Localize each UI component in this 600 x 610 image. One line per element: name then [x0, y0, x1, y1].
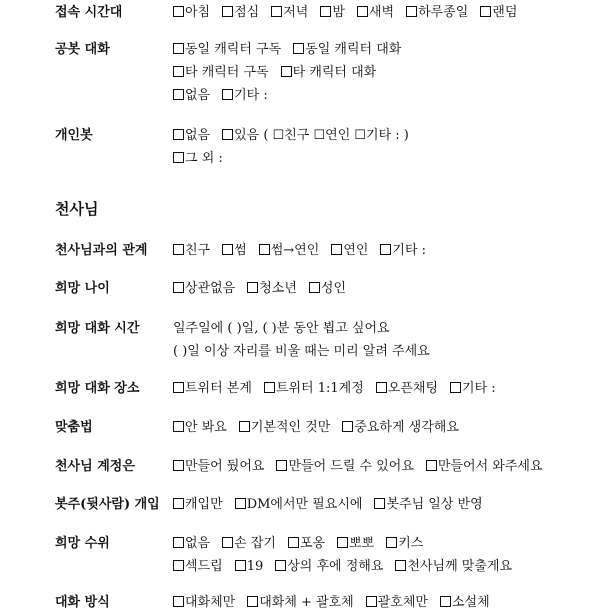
- option-label: 없음: [185, 88, 211, 103]
- checkbox-option[interactable]: [386, 532, 423, 551]
- option-line: [173, 532, 435, 551]
- checkbox-icon[interactable]: [173, 129, 184, 140]
- checkbox-option[interactable]: [320, 1, 345, 20]
- option-label: 청소년: [259, 281, 297, 296]
- checkbox-option[interactable]: [309, 277, 346, 296]
- option-label: 소설체: [451, 595, 490, 610]
- option-label: 기타 :: [392, 243, 427, 258]
- option-label: 없음: [185, 128, 211, 143]
- checkbox-icon[interactable]: [271, 6, 282, 17]
- checkbox-option[interactable]: [275, 555, 383, 574]
- checkbox-icon[interactable]: [275, 560, 286, 571]
- option-label: 오픈채팅: [387, 381, 439, 396]
- checkbox-option[interactable]: [276, 455, 413, 474]
- checkbox-option[interactable]: [173, 147, 223, 166]
- checkbox-icon[interactable]: [173, 244, 184, 255]
- option-line: [173, 1, 529, 20]
- checkbox-icon[interactable]: [342, 421, 353, 432]
- option-line: [173, 493, 495, 512]
- checkbox-option[interactable]: [222, 532, 276, 551]
- checkbox-option[interactable]: [374, 493, 482, 512]
- option-line: [173, 147, 235, 166]
- option-label: 하루종일: [418, 5, 469, 20]
- checkbox-option[interactable]: [173, 124, 210, 143]
- checkbox-icon[interactable]: [239, 421, 250, 432]
- checkbox-icon[interactable]: [366, 596, 377, 607]
- checkbox-icon[interactable]: [173, 460, 184, 471]
- option-line: [173, 124, 421, 143]
- checkbox-icon[interactable]: [235, 560, 246, 571]
- checkbox-option[interactable]: [426, 455, 543, 474]
- option-label: 동일 캐릭터 구독: [185, 42, 282, 57]
- checkbox-option[interactable]: [222, 84, 268, 103]
- option-label: 타 캐릭터 구독: [185, 65, 269, 80]
- checkbox-icon[interactable]: [173, 382, 184, 393]
- checkbox-icon[interactable]: [331, 244, 342, 255]
- row-label: 대화 방식: [55, 595, 110, 610]
- row-label: 천사님과의 관계: [55, 243, 148, 258]
- option-label: 새벽: [368, 5, 395, 20]
- option-label: 밤: [332, 5, 345, 20]
- option-label: 천사님께 맞출게요: [407, 559, 513, 574]
- checkbox-icon[interactable]: [173, 537, 184, 548]
- option-line: [173, 416, 471, 435]
- checkbox-icon[interactable]: [222, 129, 233, 140]
- option-label: 동일 캐릭터 대화: [305, 42, 402, 57]
- option-label: 안 봐요: [185, 420, 227, 435]
- option-line: [173, 555, 524, 574]
- checkbox-icon[interactable]: [173, 421, 184, 432]
- row-label: 희망 수위: [55, 536, 110, 551]
- option-label: 대화체만: [185, 595, 236, 610]
- option-label: 만들어서 와주세요: [437, 459, 543, 474]
- option-label: 그 외 :: [185, 151, 223, 166]
- option-label: 대화체 + 괄호체: [259, 595, 354, 610]
- checkbox-icon[interactable]: [380, 244, 391, 255]
- checkbox-option[interactable]: [235, 493, 363, 512]
- checkbox-option[interactable]: [366, 591, 428, 610]
- checkbox-option[interactable]: [173, 84, 210, 103]
- checkbox-option[interactable]: [173, 61, 269, 80]
- checkbox-option[interactable]: [293, 38, 401, 57]
- checkbox-option[interactable]: [222, 1, 259, 20]
- checkbox-option[interactable]: [337, 532, 374, 551]
- checkbox-option[interactable]: [380, 239, 426, 258]
- checkbox-icon[interactable]: [406, 6, 417, 17]
- checkbox-icon[interactable]: [376, 382, 387, 393]
- checkbox-option[interactable]: [247, 277, 297, 296]
- checkbox-icon[interactable]: [173, 596, 184, 607]
- row-label: 희망 나이: [55, 281, 110, 296]
- checkbox-icon[interactable]: [450, 382, 461, 393]
- checkbox-icon[interactable]: [440, 596, 451, 607]
- row-label: 접속 시간대: [55, 5, 123, 20]
- checkbox-option[interactable]: [357, 1, 394, 20]
- checkbox-option[interactable]: [247, 591, 354, 610]
- checkbox-icon[interactable]: [480, 6, 491, 17]
- checkbox-icon[interactable]: [173, 498, 184, 509]
- option-label: 포옹: [299, 536, 326, 551]
- row-label: 맞춤법: [55, 420, 93, 435]
- option-line: [173, 38, 413, 57]
- checkbox-icon[interactable]: [235, 498, 246, 509]
- option-line: [173, 277, 358, 296]
- option-label: 뽀뽀: [349, 536, 375, 551]
- checkbox-icon[interactable]: [173, 43, 184, 54]
- checkbox-icon[interactable]: [173, 282, 184, 293]
- checkbox-option[interactable]: [342, 416, 459, 435]
- checkbox-icon[interactable]: [309, 282, 320, 293]
- checkbox-option[interactable]: [173, 455, 264, 474]
- option-label: 섹드립: [185, 559, 223, 574]
- checkbox-option[interactable]: [173, 555, 223, 574]
- checkbox-icon[interactable]: [247, 596, 258, 607]
- option-label: DM에서만 필요시에: [246, 497, 363, 512]
- fill-in-line[interactable]: 일주일에 ( )일, ( )분 동안 뵙고 싶어요: [173, 321, 390, 336]
- checkbox-option[interactable]: [173, 277, 235, 296]
- section-title: 천사님: [55, 200, 99, 218]
- checkbox-icon[interactable]: [357, 6, 368, 17]
- option-label: 타 캐릭터 대화: [292, 65, 377, 80]
- option-label: 랜덤: [492, 5, 518, 20]
- checkbox-option[interactable]: [235, 559, 264, 574]
- checkbox-option[interactable]: [173, 38, 281, 57]
- checkbox-option[interactable]: [173, 591, 235, 610]
- row-label: 천사님 계정은: [55, 459, 135, 474]
- checkbox-icon[interactable]: [374, 498, 385, 509]
- fill-in-line[interactable]: ( )일 이상 자리를 비울 때는 미리 알려 주세요: [173, 344, 430, 359]
- checkbox-option[interactable]: [173, 1, 210, 20]
- option-label: 만들어 뒀어요: [185, 459, 265, 474]
- option-label: 손 잡기: [234, 536, 276, 551]
- option-label: 썸→연인: [270, 243, 320, 258]
- checkbox-icon[interactable]: [288, 537, 299, 548]
- checkbox-option[interactable]: [173, 532, 210, 551]
- checkbox-icon[interactable]: [222, 537, 233, 548]
- checkbox-icon[interactable]: [426, 460, 437, 471]
- option-label: 기타 :: [234, 88, 268, 103]
- checkbox-option[interactable]: [271, 1, 308, 20]
- option-line: [173, 61, 388, 80]
- option-label: 썸: [234, 243, 247, 258]
- checkbox-option[interactable]: [173, 416, 227, 435]
- option-label: 기본적인 것만: [250, 420, 331, 435]
- option-label: 아침: [185, 5, 211, 20]
- checkbox-icon[interactable]: [386, 537, 397, 548]
- checkbox-option[interactable]: [480, 1, 517, 20]
- row-label: 희망 대화 장소: [55, 381, 140, 396]
- checkbox-option[interactable]: [222, 239, 247, 258]
- checkbox-option[interactable]: [173, 239, 210, 258]
- option-label: 기타 :: [462, 381, 496, 396]
- checkbox-option[interactable]: [440, 591, 490, 610]
- checkbox-icon[interactable]: [320, 6, 331, 17]
- option-label: 연인: [343, 243, 369, 258]
- checkbox-icon[interactable]: [247, 282, 258, 293]
- row-label: 개인봇: [55, 128, 93, 143]
- checkbox-option[interactable]: [264, 377, 364, 396]
- checkbox-icon[interactable]: [276, 460, 287, 471]
- option-label: 봇주님 일상 반영: [386, 497, 483, 512]
- checkbox-icon[interactable]: [173, 6, 184, 17]
- checkbox-icon[interactable]: [337, 537, 348, 548]
- option-label: 점심: [234, 5, 260, 20]
- option-line: [173, 239, 438, 258]
- checkbox-option[interactable]: [376, 377, 438, 396]
- option-line: [173, 84, 280, 103]
- checkbox-option[interactable]: [395, 555, 512, 574]
- checkbox-option[interactable]: [173, 377, 252, 396]
- row-label: 공봇 대화: [55, 42, 110, 57]
- checkbox-option[interactable]: [288, 532, 325, 551]
- option-label: 캐입만: [185, 497, 223, 512]
- option-label: 만들어 드릴 수 있어요: [288, 459, 414, 474]
- checkbox-option[interactable]: [222, 124, 409, 143]
- row-label: 봇주(뒷사람) 개입: [55, 497, 160, 512]
- checkbox-icon[interactable]: [173, 152, 184, 163]
- option-line: [173, 455, 555, 474]
- option-label: 있음 ( ☐친구 ☐연인 ☐기타 : ): [234, 128, 409, 143]
- option-label: 키스: [398, 536, 424, 551]
- checkbox-option[interactable]: [331, 239, 368, 258]
- option-label: 괄호체만: [377, 595, 428, 610]
- option-label: 없음: [185, 536, 211, 551]
- option-label: 상관없음: [185, 281, 236, 296]
- row-label: 희망 대화 시간: [55, 321, 140, 336]
- option-line: [173, 377, 508, 396]
- option-label: 저녁: [283, 5, 309, 20]
- option-label: 19: [246, 559, 264, 574]
- option-label: 트위터 1:1계정: [275, 381, 364, 396]
- checkbox-icon[interactable]: [281, 66, 292, 77]
- option-label: 성인: [320, 281, 347, 296]
- option-label: 트위터 본계: [185, 381, 252, 396]
- checkbox-icon[interactable]: [173, 89, 184, 100]
- checkbox-option[interactable]: [173, 493, 223, 512]
- option-label: 상의 후에 정해요: [287, 559, 384, 574]
- option-line: [173, 591, 502, 610]
- checkbox-icon[interactable]: [173, 560, 184, 571]
- checkbox-icon[interactable]: [395, 560, 406, 571]
- checkbox-icon[interactable]: [222, 6, 233, 17]
- checkbox-option[interactable]: [281, 61, 377, 80]
- checkbox-option[interactable]: [406, 1, 468, 20]
- checkbox-option[interactable]: [239, 416, 330, 435]
- option-label: 중요하게 생각해요: [354, 420, 459, 435]
- checkbox-icon[interactable]: [222, 89, 233, 100]
- checkbox-option[interactable]: [450, 377, 496, 396]
- checkbox-icon[interactable]: [222, 244, 233, 255]
- checkbox-icon[interactable]: [293, 43, 304, 54]
- checkbox-icon[interactable]: [259, 244, 270, 255]
- checkbox-icon[interactable]: [173, 66, 184, 77]
- checkbox-option[interactable]: [259, 239, 320, 258]
- option-label: 친구: [185, 243, 211, 258]
- checkbox-icon[interactable]: [264, 382, 275, 393]
